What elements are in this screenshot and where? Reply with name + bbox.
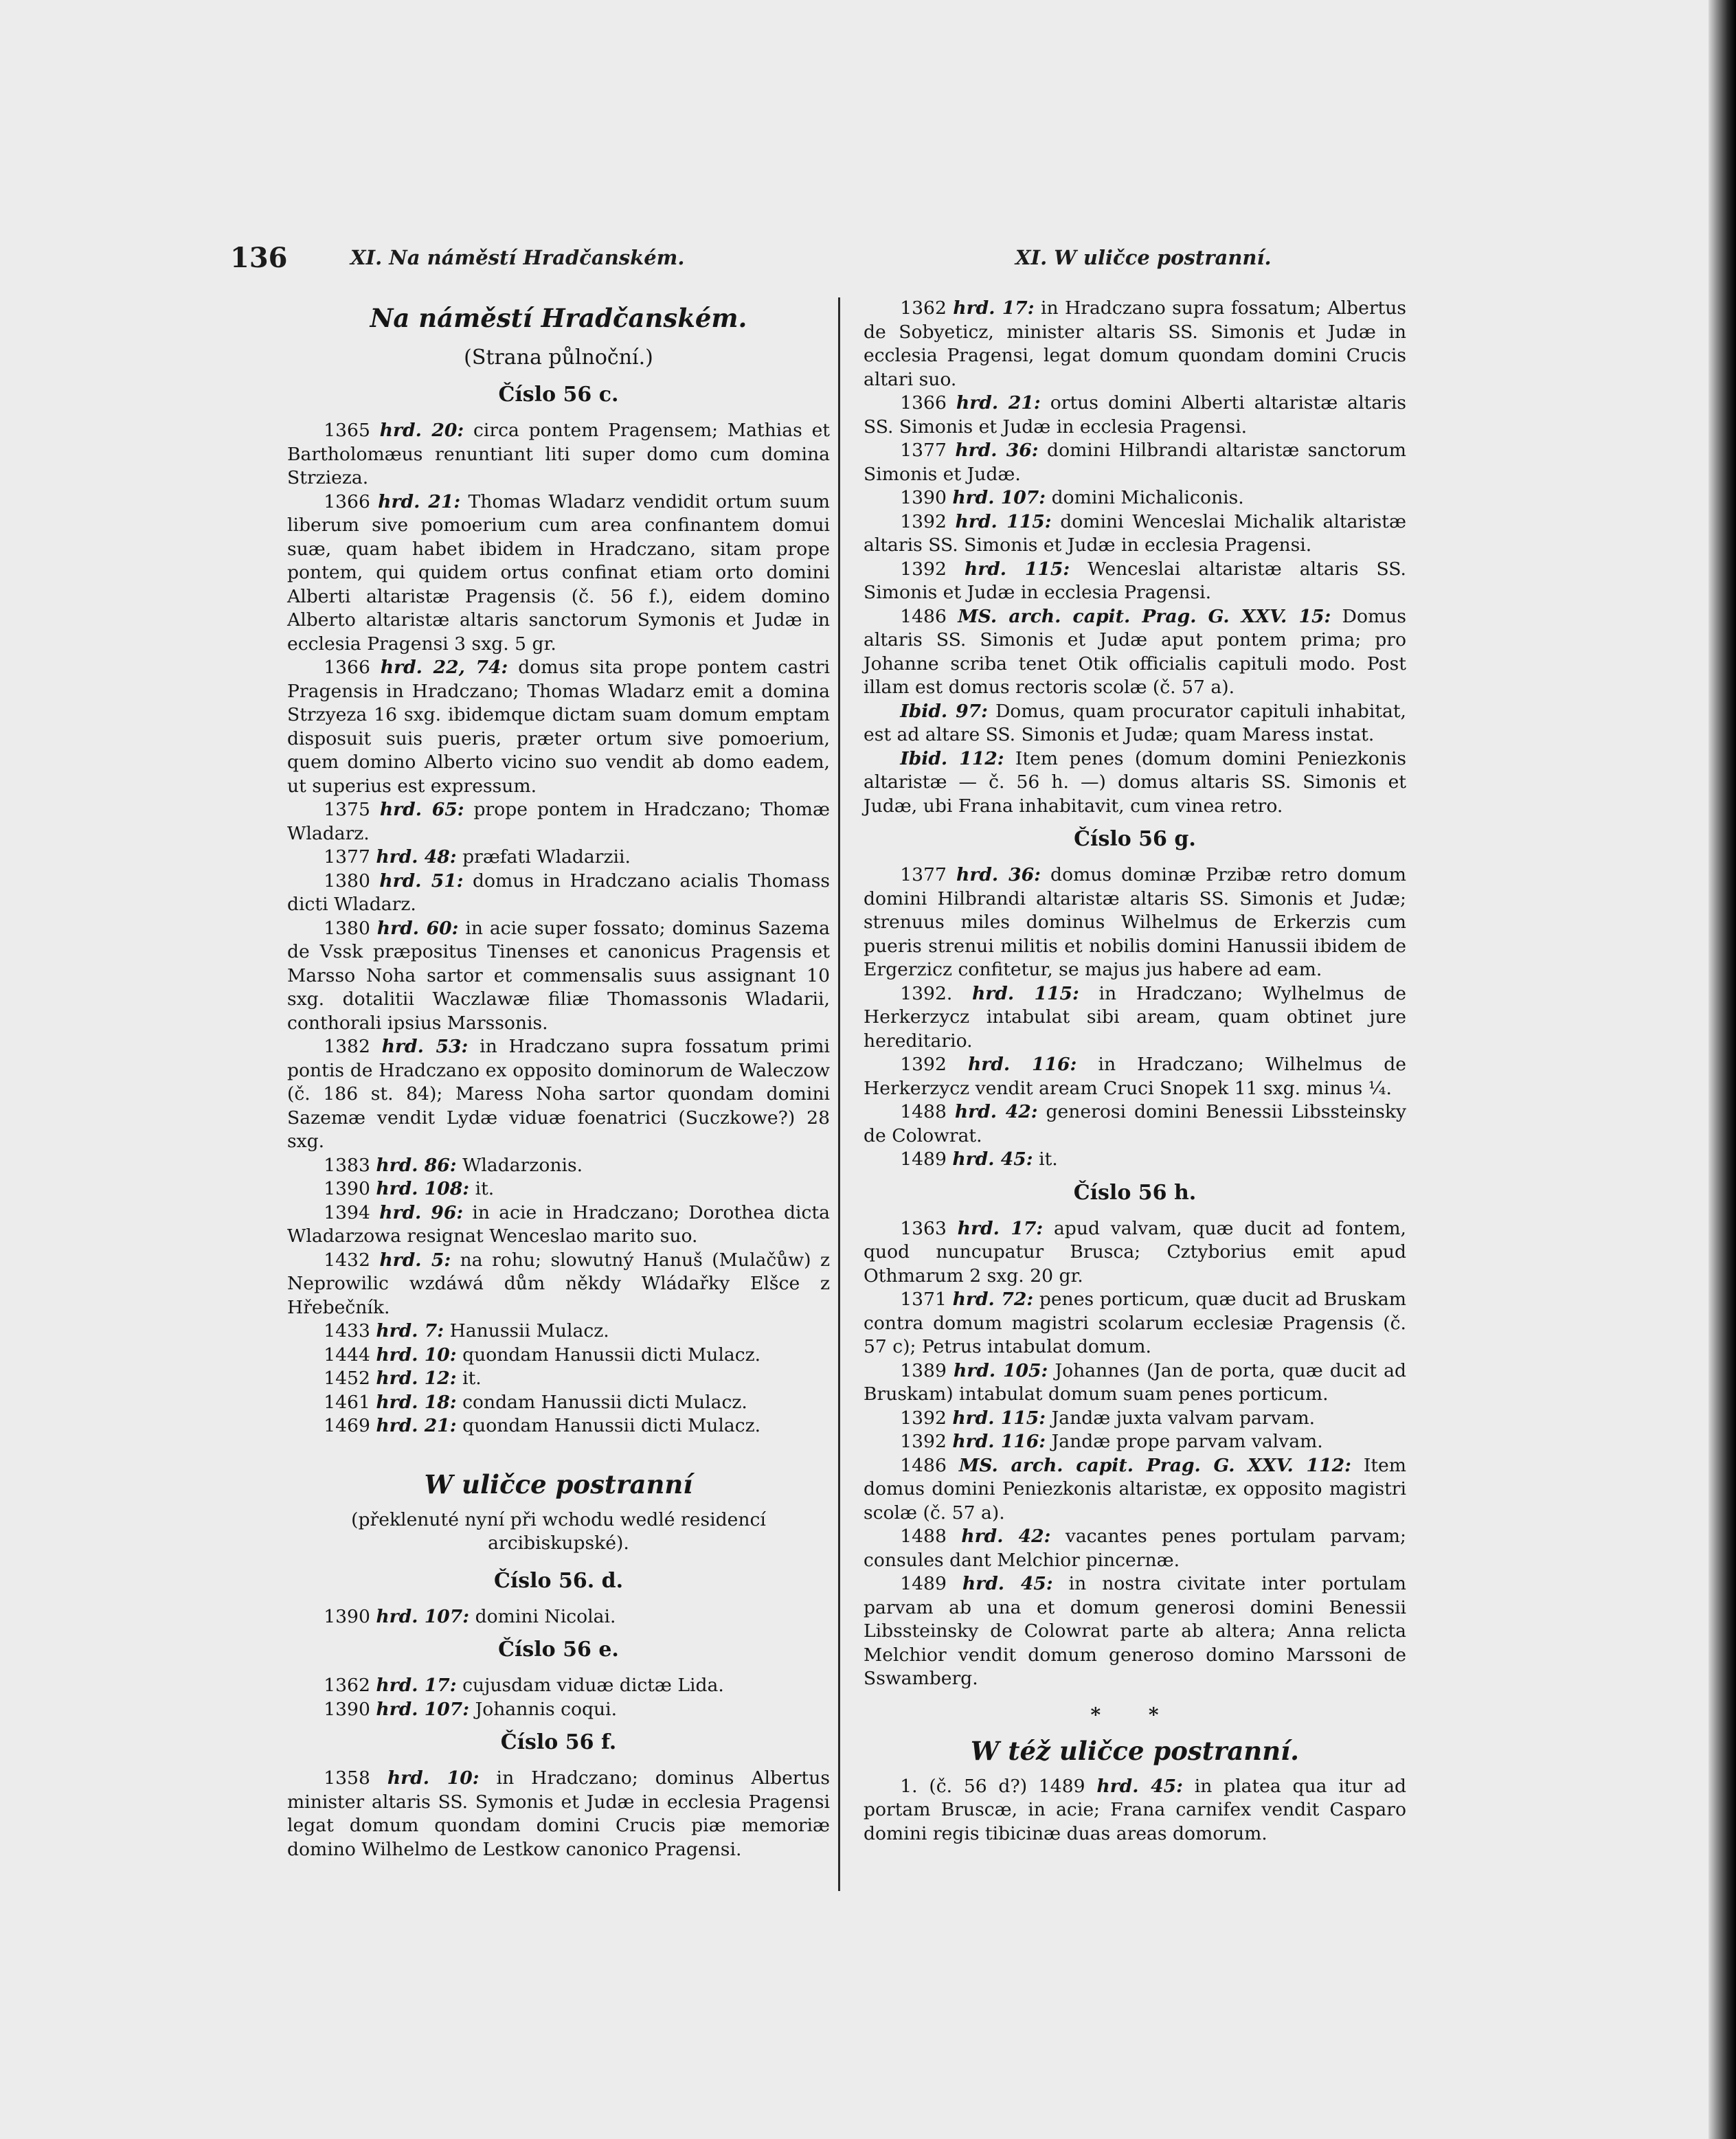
entry-text: in Hradczano supra fossatum primi pontis de Hradczano ex opposito dominorum de Waleczow (č. 186 st. 84); Maress Noha sartor quondam domini Sazemæ vendit Lydæ viduæ foenatrici (Suczkowe?) 28 sxg. — [287, 1036, 830, 1152]
entry-text: it. — [1033, 1148, 1058, 1170]
record-entry — [864, 700, 1406, 747]
record-entry — [287, 1344, 830, 1368]
entry-source-ref: hrd. 107: — [952, 487, 1046, 508]
entries-56h — [864, 1217, 1406, 1691]
entry-source-ref: hrd. 10: — [387, 1767, 480, 1789]
entry-text: domini Michaliconis. — [1046, 487, 1244, 508]
entry-year: 1389 — [900, 1359, 954, 1381]
entry-source-ref: hrd. 45: — [1096, 1775, 1183, 1797]
entry-year: 1461 — [324, 1391, 376, 1413]
entries-ulicka-2 — [864, 1775, 1406, 1846]
entry-text: domini Wenceslai Michalik altaristæ altaris SS. Simonis et Judæ in ecclesia Pragensi. — [864, 510, 1406, 556]
entry-text: in Hradczano; Wylhelmus de Herkerzycz intabulat sibi aream, quam obtinet jure hereditario. — [864, 982, 1406, 1052]
entry-year: 1392 — [900, 510, 956, 532]
entry-year: 1469 — [324, 1415, 376, 1436]
entry-year: 1371 — [900, 1289, 953, 1310]
entries-56c — [287, 419, 830, 1438]
entry-year: 1366 — [324, 657, 381, 678]
entry-text: Item penes (domum domini Peniezkonis altaristæ — č. 56 h. —) domus altaris SS. Simonis et Judæ, ubi Frana inhabitavit, cum vinea retro. — [864, 747, 1406, 817]
entry-year: 1390 — [324, 1605, 376, 1627]
entry-source-ref: hrd. 107: — [376, 1698, 470, 1720]
entry-text: it. — [469, 1178, 495, 1199]
entry-year: 1358 — [324, 1767, 387, 1789]
record-entry — [864, 1100, 1406, 1148]
entry-year: 1452 — [324, 1368, 376, 1389]
record-entry — [287, 846, 830, 870]
entry-source-ref: hrd. 18: — [376, 1391, 457, 1413]
entry-source-ref: hrd. 42: — [961, 1526, 1051, 1547]
entry-year: 1390 — [324, 1178, 376, 1199]
entry-text: Domus, quam procurator capituli inhabitat, est ad altare SS. Simonis et Judæ; quam Maress instat. — [864, 700, 1407, 745]
entry-text: domus dominæ Przibæ retro domum domini Hilbrandi altaristæ altaris SS. Simonis et Judæ; strenuus miles dominus Wilhelmus de Erkerzis cum pueris strenui militis et nobilis domini Hanussii ibidem de Ergerzicz confitetur, se majus jus habere ad eam. — [864, 864, 1406, 980]
cislo-heading-56h: Číslo 56 h. — [1073, 1180, 1197, 1205]
entry-source-ref: hrd. 20: — [379, 420, 464, 441]
entry-source-ref: hrd. 21: — [376, 1415, 457, 1436]
entry-source-ref: hrd. 72: — [952, 1289, 1034, 1310]
record-entry — [287, 917, 830, 1036]
entry-source-ref: hrd. 21: — [378, 490, 461, 512]
entry-year: 1486 — [900, 605, 958, 627]
entry-text: prope pontem in Hradczano; Thomæ Wladarz. — [287, 799, 830, 844]
entry-source-ref: hrd. 107: — [376, 1605, 470, 1627]
entry-text: Thomas Wladarz vendidit ortum suum liberum sive pomoerium cum area confinantem domui suæ, quam habet ibidem in Hradczano, sitam prope pontem, qui quidem ortus confinat etiam orto domini Alberti altaristæ Pragensis (č. 56 f.), eidem domino Alberto altaristæ altaris sanctorum Symonis et Judæ in ecclesia Pragensi 3 sxg. 5 gr. — [287, 490, 830, 655]
record-entry — [864, 510, 1406, 558]
record-entry — [287, 1154, 830, 1178]
entry-source-ref: hrd. 60: — [376, 917, 459, 939]
entry-year: 1489 — [900, 1148, 953, 1170]
entry-source-ref: hrd. 42: — [954, 1101, 1038, 1122]
entry-source-ref: hrd. 36: — [955, 440, 1039, 461]
entry-source-ref: hrd. 17: — [957, 1217, 1044, 1239]
scan-edge-shadow — [1709, 0, 1736, 2139]
record-entry — [287, 1698, 830, 1722]
entry-year: 1392 — [900, 1407, 953, 1429]
entry-year: 1394 — [324, 1201, 380, 1223]
entry-source-ref: hrd. 115: — [971, 982, 1079, 1004]
entry-text: quondam Hanussii dicti Mulacz. — [456, 1415, 761, 1436]
entry-source-ref: hrd. 96: — [379, 1201, 464, 1223]
entry-text: apud valvam, quæ ducit ad fontem, quod nuncupatur Brusca; Cztyborius emit apud Othmarum 2 sxg. 20 gr. — [864, 1217, 1406, 1287]
entry-year: 1488 — [900, 1526, 962, 1547]
entry-source-ref: hrd. 65: — [379, 799, 464, 820]
entry-text: Domus altaris SS. Simonis et Judæ aput pontem prima; pro Johanne scriba tenet Otik officialis capituli modo. Post illam est domus rectoris scolæ (č. 57 a). — [864, 605, 1406, 698]
record-entry — [864, 439, 1406, 486]
record-entry — [287, 1249, 830, 1320]
entry-text: Wenceslai altaristæ altaris SS. Simonis et Judæ in ecclesia Pragensi. — [864, 558, 1406, 603]
entry-source-ref: hrd. 12: — [376, 1368, 457, 1389]
entry-source-ref: hrd. 105: — [953, 1359, 1048, 1381]
entry-text: Jandæ prope parvam valvam. — [1046, 1431, 1323, 1452]
column-divider — [838, 297, 840, 1891]
entry-source-ref: MS. arch. capit. Prag. G. XXV. 112: — [958, 1454, 1351, 1476]
entry-source-ref: hrd. 53: — [381, 1036, 469, 1057]
entry-text: Wladarzonis. — [456, 1154, 583, 1176]
entry-year: 1377 — [324, 846, 376, 868]
entry-text: domus sita prope pontem castri Pragensis in Hradczano; Thomas Wladarz emit a domina Strzyeza 16 sxg. ibidemque dictam suam domum emptam disposuit suis pueris, præter ortum sive pomoerium, quem domino Alberto vicino suo vendit ab domo eadem, ut superius est expressum. — [287, 657, 830, 797]
record-entry — [287, 798, 830, 846]
record-entry — [287, 1320, 830, 1344]
entry-source-ref: hrd. 45: — [962, 1573, 1053, 1594]
entry-text: generosi domini Benessii Libssteinsky de Colowrat. — [864, 1101, 1406, 1146]
record-entry — [864, 486, 1406, 510]
record-entry — [287, 1605, 830, 1629]
entry-text: in Hradczano supra fossatum; Albertus de Sobyeticz, minister altaris SS. Simonis et Judæ in ecclesia Pragensi, legat domum quondam domini Crucis altari suo. — [864, 297, 1406, 390]
record-entry — [287, 1367, 830, 1391]
record-entry — [864, 605, 1406, 700]
entry-source-ref: hrd. 115: — [952, 1407, 1046, 1429]
cislo-heading-56c: Číslo 56 c. — [498, 383, 619, 407]
record-entry — [287, 490, 830, 657]
entry-source-ref: hrd. 7: — [376, 1320, 444, 1342]
entry-text: it. — [456, 1368, 482, 1389]
entry-source-ref: Ibid. 97: — [900, 700, 988, 722]
entry-source-ref: hrd. 17: — [376, 1675, 457, 1696]
entry-text: domus in Hradczano acialis Thomass dicti Wladarz. — [287, 870, 830, 915]
entry-year: 1382 — [324, 1036, 382, 1057]
entry-year: 1433 — [324, 1320, 376, 1342]
entry-year: 1383 — [324, 1154, 376, 1176]
entry-text: in acie super fossato; dominus Sazema de Vssk præpositus Tinenses et canonicus Pragensis et Marsso Noha sartor et commensalis suus assignant 10 sxg. dotalitii Waczlawæ filiæ Thomassonis Wladarii, conthorali ipsius Marssonis. — [287, 917, 830, 1034]
record-entry — [864, 558, 1406, 605]
record-entry — [864, 1572, 1406, 1691]
entry-source-ref: MS. arch. capit. Prag. G. XXV. 15: — [958, 605, 1331, 627]
entry-text: Johannis coqui. — [469, 1698, 618, 1720]
record-entry — [864, 1359, 1406, 1407]
record-entry — [864, 1407, 1406, 1431]
entry-text: in Hradczano; Wilhelmus de Herkerzycz vendit aream Cruci Snopek 11 sxg. minus ¼. — [864, 1054, 1406, 1099]
entry-year: 1392 — [900, 1054, 968, 1075]
running-head-left: XI. Na náměstí Hradčanském. — [350, 246, 685, 269]
entry-text: penes porticum, quæ ducit ad Bruskam contra domum magistri scolarum ecclesiæ Pragensis (č. 57 c); Petrus intabulat domum. — [864, 1289, 1406, 1357]
entry-text: in platea qua itur ad portam Bruscæ, in acie; Frana carnifex vendit Casparo domini regis tibicinæ duas areas domorum. — [864, 1775, 1406, 1844]
entry-source-ref: hrd. 36: — [956, 864, 1041, 885]
entry-year: 1362 — [900, 297, 954, 319]
record-entry — [287, 1177, 830, 1201]
record-entry — [287, 1201, 830, 1249]
entry-source-ref: hrd. 21: — [956, 392, 1041, 414]
entry-text: vacantes penes portulam parvam; consules dant Melchior pincernæ. — [864, 1526, 1406, 1571]
cislo-heading-56e: Číslo 56 e. — [498, 1638, 619, 1662]
record-entry — [287, 419, 830, 490]
entry-year: 1380 — [324, 917, 377, 939]
entry-text: na rohu; slowutný Hanuš (Mulačůw) z Neprowilic wzdáwá dům někdy Wládařky Elšce z Hřebečník. — [287, 1249, 830, 1318]
section-separator-stars: * * — [1090, 1703, 1180, 1726]
record-entry — [287, 1767, 830, 1861]
entry-text: quondam Hanussii dicti Mulacz. — [456, 1344, 761, 1366]
running-head-right: XI. W uličce postranní. — [1015, 246, 1272, 269]
entry-year: 1392 — [900, 558, 965, 580]
entries-56f-continued — [864, 297, 1406, 818]
section-note: (překlenuté nyní při wchodu wedlé residencí arcibiskupské). — [351, 1508, 766, 1554]
record-entry — [864, 1288, 1406, 1359]
record-entry — [864, 747, 1406, 819]
entry-text: in acie in Hradczano; Dorothea dicta Wladarzowa resignat Wenceslao marito suo. — [287, 1201, 830, 1247]
entry-text: Item domus domini Peniezkonis altaristæ, ex opposito magistri scolæ (č. 57 a). — [864, 1454, 1406, 1524]
entry-year: 1366 — [900, 392, 956, 414]
entry-year: 1377 — [900, 440, 956, 461]
record-entry — [864, 1430, 1406, 1454]
entry-year: 1486 — [900, 1454, 959, 1476]
record-entry — [287, 1035, 830, 1154]
entry-source-ref: hrd. 116: — [967, 1054, 1077, 1075]
entries-56g — [864, 863, 1406, 1172]
entry-text: condam Hanussii dicti Mulacz. — [456, 1391, 747, 1413]
record-entry — [864, 1525, 1406, 1572]
entry-source-ref: hrd. 108: — [376, 1178, 470, 1199]
entry-year: 1366 — [324, 490, 379, 512]
entry-text: Hanussii Mulacz. — [444, 1320, 609, 1342]
page-number: 136 — [230, 242, 288, 274]
entries-56e — [287, 1674, 830, 1721]
record-entry — [864, 863, 1406, 982]
entry-source-ref: hrd. 5: — [379, 1249, 451, 1271]
entry-year: 1392 — [900, 1431, 953, 1452]
cislo-heading-56g: Číslo 56 g. — [1074, 827, 1196, 851]
record-entry — [864, 1217, 1406, 1289]
right-column — [864, 297, 1406, 1846]
record-entry — [864, 1775, 1406, 1846]
record-entry — [864, 297, 1406, 392]
section-title-ulicka-2: W též uličce postranní. — [970, 1735, 1300, 1766]
entry-source-ref: hrd. 48: — [376, 846, 457, 868]
entries-56f — [287, 1767, 830, 1861]
entry-source-ref: Ibid. 112: — [900, 747, 1004, 769]
record-entry — [287, 1674, 830, 1698]
entry-text: domini Hilbrandi altaristæ sanctorum Simonis et Judæ. — [864, 440, 1406, 485]
entry-source-ref: hrd. 115: — [955, 510, 1052, 532]
cislo-heading-56d: Číslo 56. d. — [493, 1568, 624, 1593]
entry-source-ref: hrd. 45: — [952, 1148, 1033, 1170]
page-header — [0, 242, 1709, 276]
entry-year: 1444 — [324, 1344, 376, 1366]
record-entry — [287, 656, 830, 798]
entry-year: 1380 — [324, 870, 380, 892]
entry-text: ortus domini Alberti altaristæ altaris SS. Simonis et Judæ in ecclesia Pragensi. — [864, 392, 1406, 438]
entry-year: 1432 — [324, 1249, 380, 1271]
left-column — [287, 297, 830, 1861]
entry-text: circa pontem Pragensem; Mathias et Bartholomæus renuntiant liti super domo cum domina Strzieza. — [287, 420, 830, 488]
entry-text: in nostra civitate inter portulam parvam ab una et domum generosi domini Benessii Libssteinsky de Colowrat parte ab altera; Anna relicta Melchior vendit domum generoso domino Marssoni de Sswamberg. — [864, 1573, 1406, 1689]
entry-source-ref: hrd. 17: — [953, 297, 1035, 319]
entry-source-ref: hrd. 115: — [964, 558, 1070, 580]
cislo-heading-56f: Číslo 56 f. — [500, 1730, 617, 1754]
entry-source-ref: hrd. 116: — [952, 1431, 1046, 1452]
record-entry — [864, 982, 1406, 1054]
entry-year: 1488 — [900, 1101, 955, 1122]
entry-year: 1489 — [900, 1573, 962, 1594]
section-title-ulicka: W uličce postranní — [424, 1469, 693, 1499]
record-entry — [864, 1053, 1406, 1100]
section-title-namesti: Na náměstí Hradčanském. — [370, 303, 747, 333]
entry-year: 1392. — [900, 982, 972, 1004]
section-subtitle: (Strana půlnoční.) — [464, 346, 653, 370]
entry-year: 1365 — [324, 420, 380, 441]
entry-year: 1363 — [900, 1217, 958, 1239]
entry-text: Jandæ juxta valvam parvam. — [1046, 1407, 1316, 1429]
entry-year: 1390 — [900, 487, 953, 508]
entry-year: 1362 — [324, 1675, 376, 1696]
entries-56d — [287, 1605, 830, 1629]
entry-text: in Hradczano; dominus Albertus minister altaris SS. Symonis et Judæ in ecclesia Pragensi legat domum quondam domini Crucis piæ memoriæ domino Wilhelmo de Lestkow canonico Pragensi. — [287, 1767, 830, 1860]
entry-source-ref: hrd. 86: — [376, 1154, 457, 1176]
entry-source-ref: hrd. 10: — [376, 1344, 457, 1366]
entry-text: præfati Wladarzii. — [456, 846, 631, 868]
entry-year: 1377 — [900, 864, 956, 885]
entry-source-ref: hrd. 51: — [379, 870, 464, 892]
record-entry — [287, 870, 830, 917]
entry-year: 1390 — [324, 1698, 376, 1720]
record-entry — [864, 1454, 1406, 1526]
entry-year: 1. (č. 56 d?) 1489 — [900, 1775, 1097, 1797]
entry-text: domini Nicolai. — [469, 1605, 616, 1627]
record-entry — [864, 1148, 1406, 1172]
entry-year: 1375 — [324, 799, 380, 820]
record-entry — [287, 1391, 830, 1415]
record-entry — [287, 1414, 830, 1438]
record-entry — [864, 392, 1406, 439]
entry-source-ref: hrd. 22, 74: — [380, 657, 508, 678]
entry-text: cujusdam viduæ dictæ Lida. — [456, 1675, 724, 1696]
entry-text: Johannes (Jan de porta, quæ ducit ad Bruskam) intabulat domum suam penes porticum. — [864, 1359, 1406, 1405]
